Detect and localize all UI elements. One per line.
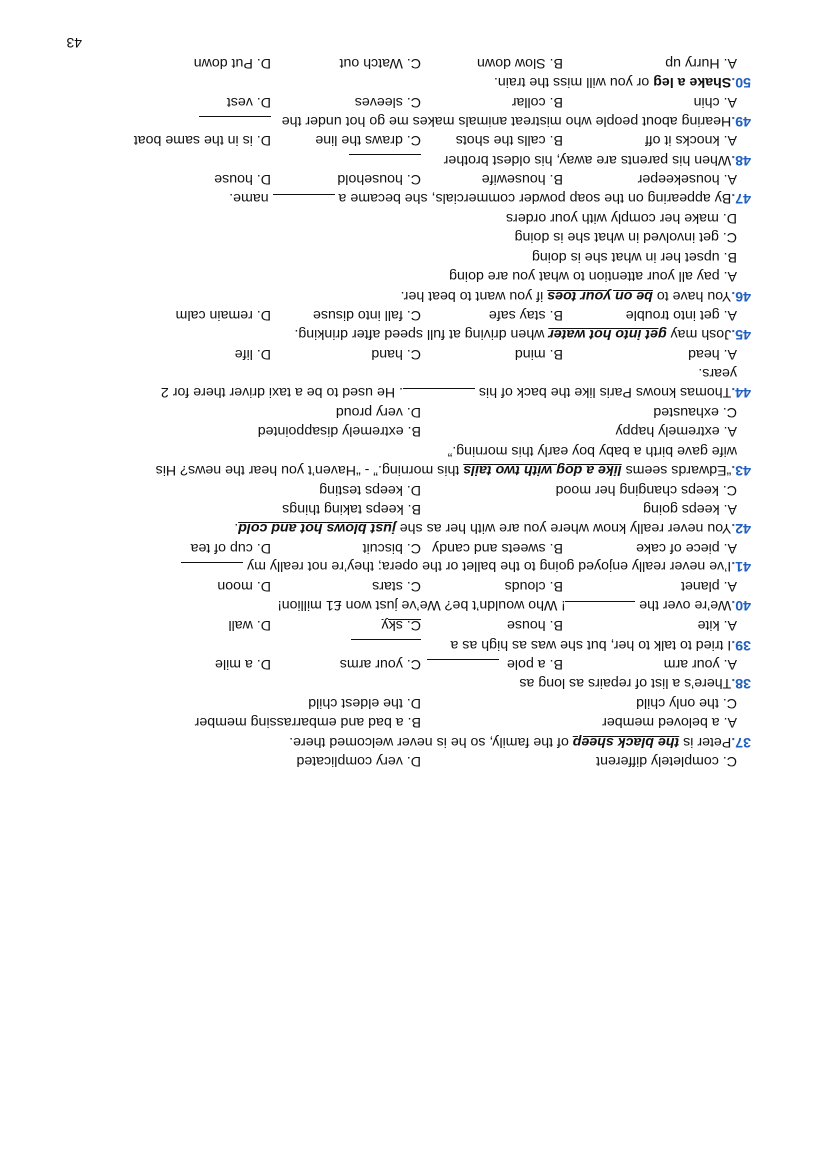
question-stem: 43.“Edwards seems like a dog with two tails this morning.” - “Haven’t you hear the news? His <box>155 462 751 479</box>
question-number: 37. <box>731 733 751 750</box>
options-row <box>71 169 751 188</box>
option-d: D. is in the same boat <box>133 132 271 149</box>
option-b: B. calls the shots <box>455 132 563 149</box>
options-row <box>71 537 751 556</box>
option-d: D. wall <box>228 617 271 634</box>
option-b: B. clouds <box>504 578 563 595</box>
answer-blank <box>427 659 499 673</box>
question-stem: 38.There’s a list of repairs as long as <box>519 675 751 692</box>
answer-blank <box>403 388 475 402</box>
option-b: B. a pole <box>506 656 563 673</box>
question-number: 38. <box>731 675 751 692</box>
question-number: 42. <box>731 520 751 537</box>
options-row <box>71 479 751 498</box>
option-d: D. a mile <box>215 656 271 673</box>
option-b: B. housewife <box>481 171 563 188</box>
question-stem: 49.Hearing about people who mistreat animals makes me go hot under the <box>281 113 751 130</box>
option-c: C. biscuit <box>362 539 421 556</box>
idiom: get into hot water <box>548 326 667 343</box>
options-row <box>71 402 751 421</box>
option-d: D. Put down <box>193 54 271 71</box>
answer-blank <box>349 155 421 169</box>
question-number: 47. <box>731 189 751 206</box>
answer-blank <box>565 601 635 615</box>
option-b: B. extremely disappointed <box>257 423 421 440</box>
question-number: 45. <box>731 326 751 343</box>
option-a: A. Hurry up <box>665 54 737 71</box>
options-row <box>71 53 751 72</box>
option-a: A. kite <box>697 617 737 634</box>
option-d: D. the eldest child <box>308 694 421 711</box>
question-stem: 46.You have to be on your toes if you want to beat her. <box>400 287 751 304</box>
option-d: D. very complicated <box>296 753 421 769</box>
option-d: D. house <box>214 171 271 188</box>
option-b: B. mind <box>514 345 563 362</box>
option-a: A. get into trouble <box>625 307 737 324</box>
options-row <box>71 343 751 362</box>
question-number: 50. <box>731 74 751 91</box>
option-b: B. stay safe <box>488 307 563 324</box>
question-stem: 48.When his parents are away, his oldest brother <box>443 151 751 168</box>
question-stem: 42.You never really know where you are with her as she just blows hot and cold. <box>234 520 751 537</box>
options-row <box>71 499 751 518</box>
question-number: 48. <box>731 151 751 168</box>
question-stem: 44.Thomas knows Paris like the back of his . He used to be a taxi driver there for 2 <box>160 383 751 400</box>
option-c: C. household <box>337 171 421 188</box>
page-number: 43 <box>66 35 82 51</box>
idiom: the black sheep <box>572 733 680 750</box>
option-d: D. make her comply with your orders <box>505 210 737 227</box>
option-d: D. life <box>234 345 271 362</box>
option-a: A. piece of cake <box>636 539 737 556</box>
option-b: B. sweets and candy <box>432 539 563 556</box>
answer-blank <box>199 116 271 130</box>
option-c: C. exhausted <box>653 403 737 420</box>
options-row <box>71 692 751 711</box>
idiom: Shake a leg <box>653 74 732 91</box>
option-a: A. head <box>688 345 737 362</box>
answer-blank <box>181 562 243 576</box>
option-a: A. a beloved member <box>602 714 737 731</box>
options-row <box>71 576 751 595</box>
option-a: A. extremely happy <box>615 423 737 440</box>
options-row <box>71 305 751 324</box>
question-number: 46. <box>731 287 751 304</box>
option-a: A. pay all your attention to what you are doing <box>449 268 737 285</box>
option-a: A. your arm <box>663 656 737 673</box>
option-b: B. house <box>506 617 563 634</box>
options-row <box>71 130 751 149</box>
option-b: B. Slow down <box>477 54 563 71</box>
option-d: D. remain calm <box>175 307 271 324</box>
option-d: D. keeps testing <box>319 481 421 498</box>
answer-blank <box>351 639 421 653</box>
options-row <box>71 654 751 673</box>
option-a: A. keeps going <box>643 500 737 517</box>
question-number: 49. <box>731 113 751 130</box>
option-c: C. keeps changing her mood <box>555 481 737 498</box>
option-c: C. your arms <box>339 656 421 673</box>
question-stem-continued: wife gave birth a baby boy early this morning.” <box>447 442 737 459</box>
question-stem: 40.We’re over the ! Who wouldn’t be? We’ve just won £1 million! <box>277 596 751 613</box>
option-c: C. sky <box>381 617 421 634</box>
question-list <box>71 53 751 770</box>
option-d: D. vest <box>226 93 271 110</box>
option-c: C. fall into disuse <box>312 307 421 324</box>
question-stem: 39.I tried to talk to her, but she was as high as a <box>450 636 751 653</box>
option-d: D. very proud <box>335 403 421 420</box>
options-row <box>71 712 751 731</box>
option-c: C. the only child <box>636 694 737 711</box>
option-a: A. knocks it off <box>645 132 737 149</box>
question-number: 41. <box>731 558 751 575</box>
options-row <box>71 751 751 770</box>
option-c: C. Watch out <box>339 54 421 71</box>
option-c: C. sleeves <box>354 93 421 110</box>
question-number: 40. <box>731 596 751 613</box>
option-d: D. cup of tea <box>190 539 271 556</box>
option-c: C. completely different <box>596 753 737 769</box>
question-stem: 41.I’ve never really enjoyed going to the ballet or the opera; they’re not really my <box>71 557 751 576</box>
answer-blank <box>273 194 335 208</box>
question-stem: 45.Josh may get into hot water when driving at full speed after drinking. <box>294 326 751 343</box>
option-b: B. keeps taking things <box>282 500 421 517</box>
question-number: 44. <box>731 383 751 400</box>
option-d: D. moon <box>217 578 271 595</box>
options-row <box>71 91 751 110</box>
option-a: A. chin <box>693 93 737 110</box>
option-c: C. hand <box>371 345 421 362</box>
question-stem: 47.By appearing on the soap powder commercials, she became a name. <box>229 189 751 206</box>
idiom: like a dog with two tails <box>463 462 622 479</box>
option-b: B. collar <box>511 93 563 110</box>
option-a: A. housekeeper <box>637 171 737 188</box>
option-c: C. draws the line <box>315 132 421 149</box>
question-stem: 37.Peter is the black sheep of the family, so he is never welcomed there. <box>289 733 751 750</box>
question-stem-continued: years. <box>698 365 737 382</box>
option-a: A. planet <box>680 578 737 595</box>
option-b: B. a bad and embarrassing member <box>194 714 421 731</box>
idiom: just blows hot and cold <box>238 520 396 537</box>
question-number: 39. <box>731 636 751 653</box>
idiom: be on your toes <box>547 287 653 304</box>
question-stem: 50.Shake a leg or you will miss the train. <box>493 74 751 91</box>
option-c: C. stars <box>372 578 421 595</box>
option-b: B. upset her in what she is doing <box>531 248 737 265</box>
options-row <box>71 421 751 440</box>
options-row <box>71 615 751 634</box>
question-number: 43. <box>731 462 751 479</box>
option-c: C. get involved in what she is doing <box>514 229 737 246</box>
